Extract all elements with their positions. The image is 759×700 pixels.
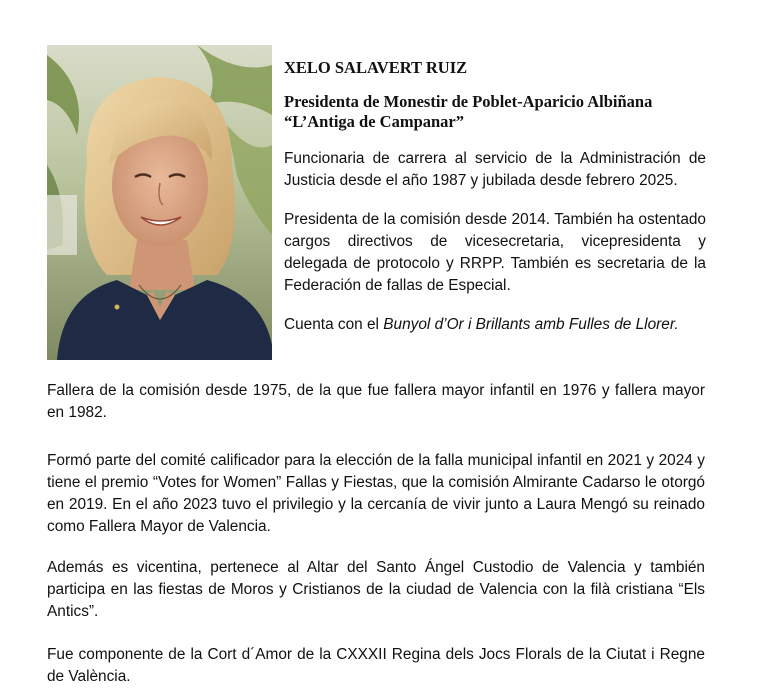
role-line-1: Presidenta de Monestir de Poblet-Aparicio Albiñana — [284, 92, 653, 111]
award-name: Bunyol d’Or i Brillants amb Fulles de Llorer. — [383, 316, 679, 333]
paragraph-cort-damor: Fue componente de la Cort d´Amor de la CXXXII Regina dels Jocs Florals de la Ciutat i Regne de València. — [47, 646, 705, 685]
person-name: XELO SALAVERT RUIZ — [284, 58, 468, 77]
role-line-2: “L’Antiga de Campanar” — [284, 112, 464, 131]
paragraph-career: Funcionaria de carrera al servicio de la Administración de Justicia desde el año 1987 y jubilada desde febrero 2025. — [284, 150, 706, 189]
award-prefix: Cuenta con el — [284, 316, 384, 333]
paragraph-award — [284, 314, 706, 336]
paragraph-fallera: Fallera de la comisión desde 1975, de la que fue fallera mayor infantil en 1976 y fallera mayor en 1982. — [47, 382, 705, 421]
paragraph-vicentina: Además es vicentina, pertenece al Altar del Santo Ángel Custodio de Valencia y también participa en las fiestas de Moros y Cristianos de la ciudad de Valencia con la filà cristiana “Els Antics”. — [47, 559, 705, 620]
portrait-photo — [47, 45, 272, 360]
header-column — [284, 58, 706, 336]
paragraph-presidency: Presidenta de la comisión desde 2014. También ha ostentado cargos directivos de vicesecretaria, vicepresidenta y delegada de protocolo y RRPP. También es secretaria de la Federación de fallas de Especial. — [284, 211, 706, 294]
role-title — [284, 92, 706, 132]
paragraph-committee: Formó parte del comité calificador para la elección de la falla municipal infantil en 2021 y 2024 y tiene el premio “Votes for Women” Fallas y Fiestas, que la comisión Almirante Cadarso le otorgó en 2019. En el año 2023 tuvo el privilegio y la cercanía de vivir junto a Laura Mengó su reinado como Fallera Mayor de Valencia. — [47, 452, 705, 535]
